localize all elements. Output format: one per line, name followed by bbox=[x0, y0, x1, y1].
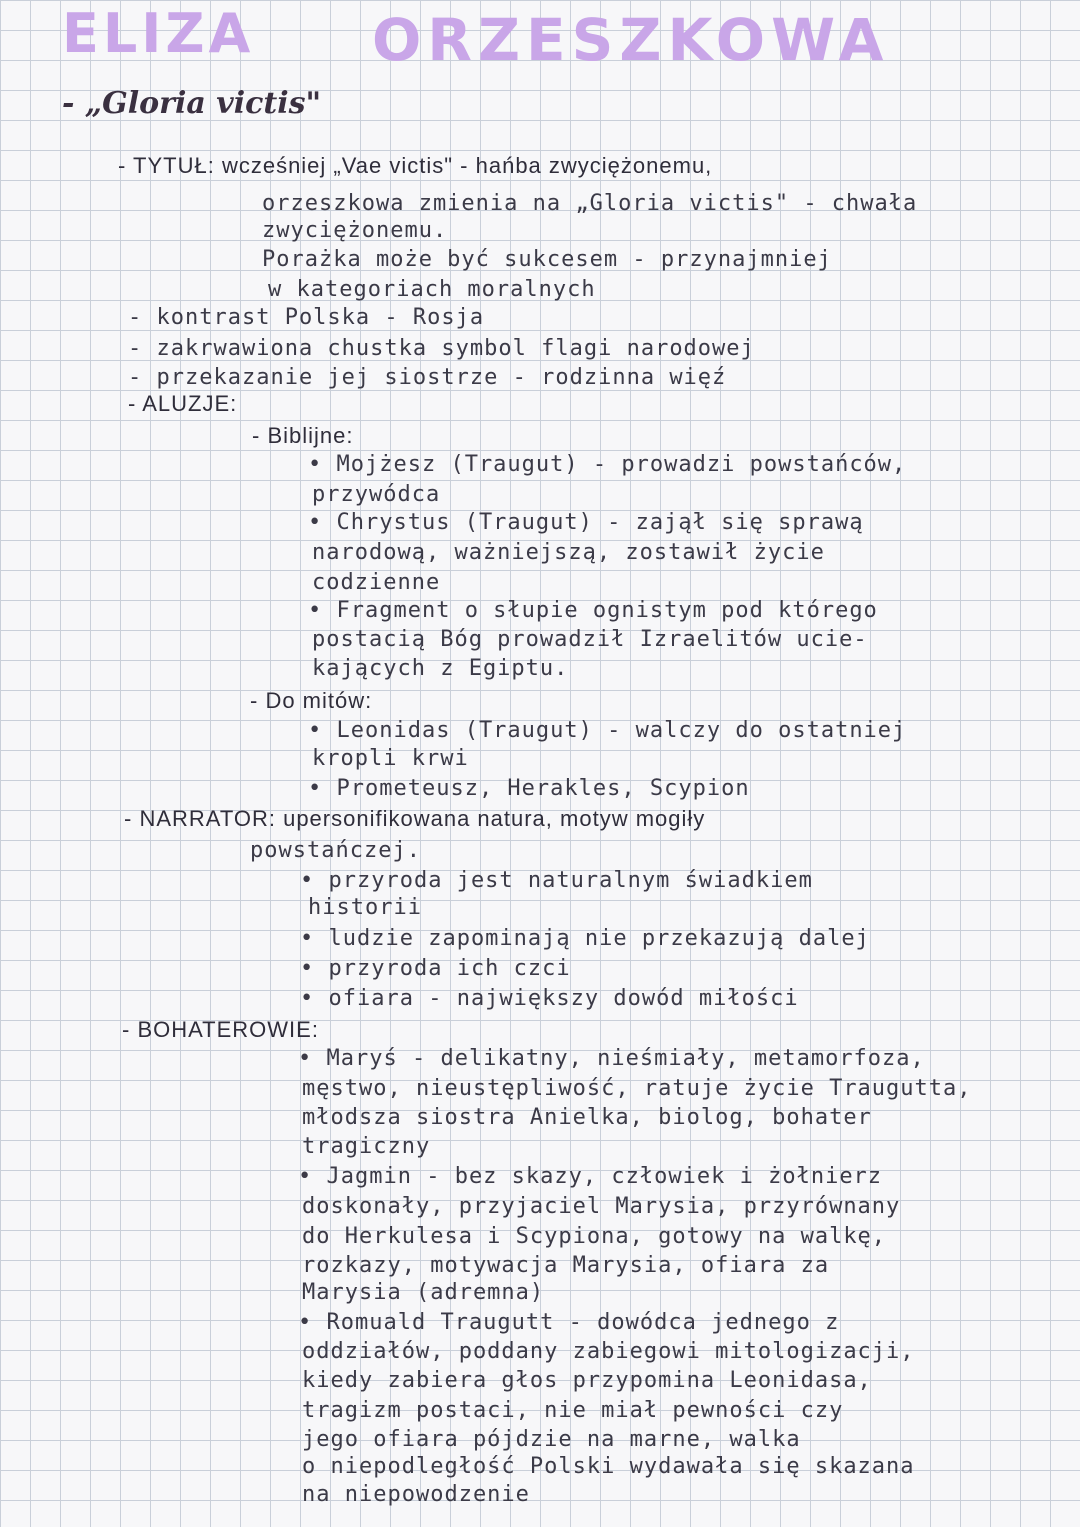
note-line: • przyroda ich czci bbox=[300, 956, 571, 981]
note-line: • Romuald Traugutt - dowódca jednego z bbox=[298, 1310, 840, 1335]
note-line: - NARRATOR: upersonifikowana natura, motyw mogiły bbox=[124, 806, 706, 831]
author-first-name: ELIZA bbox=[62, 2, 255, 65]
note-line: kających z Egiptu. bbox=[312, 656, 569, 681]
note-line: kiedy zabiera głos przypomina Leonidasa, bbox=[302, 1368, 872, 1393]
note-line: na niepowodzenie bbox=[302, 1482, 530, 1507]
note-line: historii bbox=[308, 895, 422, 920]
note-line: o niepodległość Polski wydawała się skazana bbox=[302, 1454, 915, 1479]
note-line: w kategoriach moralnych bbox=[268, 277, 596, 302]
note-line: orzeszkowa zmienia na „Gloria victis" - chwała bbox=[262, 191, 918, 216]
note-line: - kontrast Polska - Rosja bbox=[128, 305, 485, 330]
note-line: • Fragment o słupie ognistym pod którego bbox=[308, 598, 878, 623]
note-line: oddziałów, poddany zabiegowi mitologizacji, bbox=[302, 1339, 915, 1364]
note-line: postacią Bóg prowadził Izraelitów ucie- bbox=[312, 627, 868, 652]
author-last-name: ORZESZKOWA bbox=[372, 6, 890, 74]
note-line: • Prometeusz, Herakles, Scypion bbox=[308, 776, 750, 801]
note-line: - zakrwawiona chustka symbol flagi narodowej bbox=[128, 336, 755, 361]
note-line: - przekazanie jej siostrze - rodzinna więź bbox=[128, 365, 727, 390]
note-line: rozkazy, motywacja Marysia, ofiara za bbox=[302, 1253, 830, 1278]
note-line: - Do mitów: bbox=[250, 688, 373, 713]
work-title: - „Gloria victis" bbox=[62, 86, 322, 121]
note-line: - TYTUŁ: wcześniej „Vae victis" - hańba zwyciężonemu, bbox=[118, 153, 713, 178]
note-line: młodsza siostra Anielka, biolog, bohater bbox=[302, 1105, 872, 1130]
note-line: • ludzie zapominają nie przekazują dalej bbox=[300, 926, 870, 951]
author-name bbox=[62, 2, 890, 74]
note-line: narodową, ważniejszą, zostawił życie bbox=[312, 540, 825, 565]
note-line: powstańczej. bbox=[250, 838, 421, 863]
note-line: codzienne bbox=[312, 570, 441, 595]
note-line: • przyroda jest naturalnym świadkiem bbox=[300, 868, 813, 893]
note-line: Marysia (adremna) bbox=[302, 1280, 545, 1305]
note-line: do Herkulesa i Scypiona, gotowy na walkę, bbox=[302, 1224, 887, 1249]
note-line: męstwo, nieustępliwość, ratuje życie Traugutta, bbox=[302, 1076, 972, 1101]
note-line: Porażka może być sukcesem - przynajmniej bbox=[262, 247, 832, 272]
note-line: • Maryś - delikatny, nieśmiały, metamorfoza, bbox=[298, 1046, 925, 1071]
note-line: przywódca bbox=[312, 482, 441, 507]
note-line: jego ofiara pójdzie na marne, walka bbox=[302, 1427, 801, 1452]
note-line: doskonały, przyjaciel Marysia, przyrównany bbox=[302, 1194, 901, 1219]
note-line: • Chrystus (Traugut) - zajął się sprawą bbox=[308, 510, 864, 535]
note-line: kropli krwi bbox=[312, 746, 469, 771]
note-line: tragiczny bbox=[302, 1134, 431, 1159]
note-line: • Jagmin - bez skazy, człowiek i żołnierz bbox=[298, 1164, 883, 1189]
note-line: • Mojżesz (Traugut) - prowadzi powstańców, bbox=[308, 452, 907, 477]
note-line: tragizm postaci, nie miał pewności czy bbox=[302, 1398, 844, 1423]
note-line: zwyciężonemu. bbox=[262, 218, 448, 243]
note-line: - BOHATEROWIE: bbox=[122, 1017, 319, 1042]
note-line: • Leonidas (Traugut) - walczy do ostatniej bbox=[308, 718, 907, 743]
note-line: • ofiara - największy dowód miłości bbox=[300, 986, 799, 1011]
note-line: - Biblijne: bbox=[252, 423, 354, 448]
note-line: - ALUZJE: bbox=[128, 391, 238, 416]
